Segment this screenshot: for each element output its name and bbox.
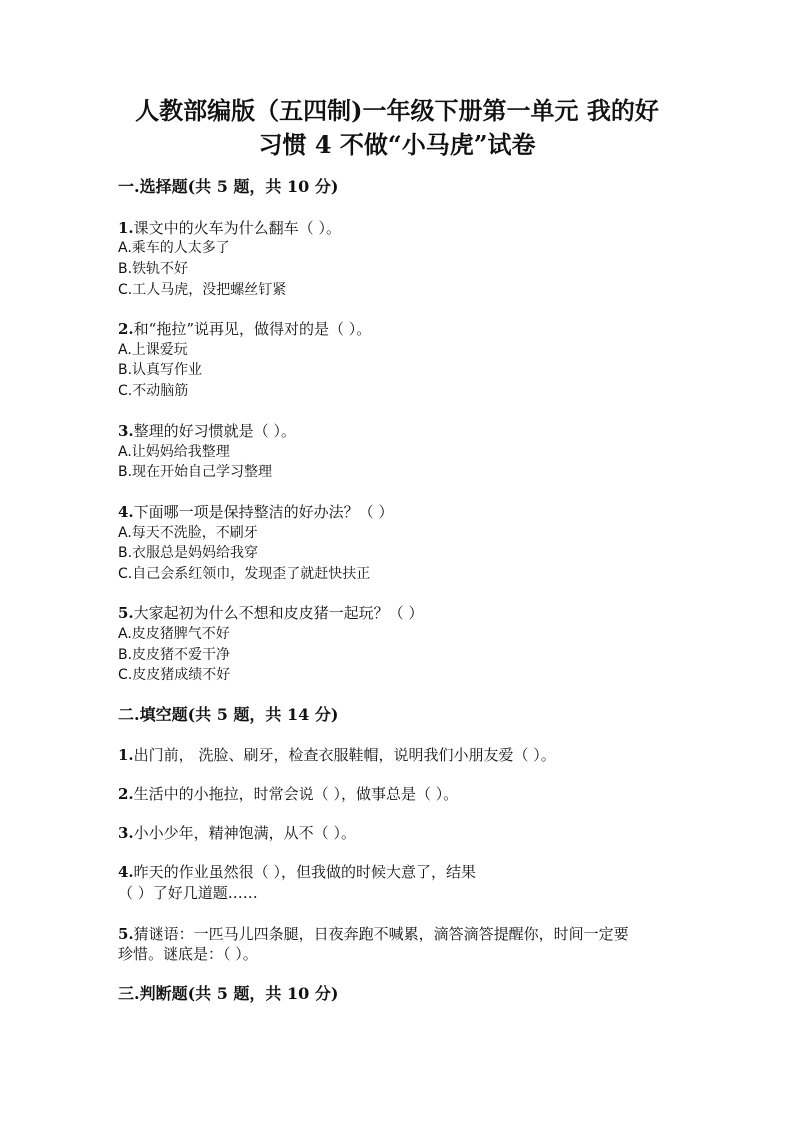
question-text: 生活中的小拖拉，时常会说（ ），做事总是（ ）。 [133, 785, 459, 803]
option-1-1-c: C.工人马虎，没把螺丝钉紧 [118, 282, 287, 298]
question-number: 3. [118, 422, 134, 440]
question-text: 下面哪一项是保持整洁的好办法？（ ） [133, 503, 394, 521]
option-1-5-a: A.皮皮猪脾气不好 [118, 626, 230, 642]
option-1-5-c: C.皮皮猪成绩不好 [118, 667, 231, 683]
option-1-5-b: B.皮皮猪不爱干净 [118, 647, 231, 663]
option-1-4-b: B.衣服总是妈妈给我穿 [118, 545, 259, 561]
question-number: 1. [118, 746, 134, 764]
question-number: 4. [118, 503, 134, 521]
question-1-2 [118, 319, 371, 339]
question-1-5 [118, 603, 423, 623]
question-number: 5. [118, 925, 134, 943]
question-number: 2. [118, 320, 134, 338]
question-text: 猜谜语：一匹马儿四条腿，日夜奔跑不喊累，滴答滴答提醒你，时间一定要 [133, 925, 629, 943]
question-2-4-line-2: （ ）了好几道题…… [118, 884, 258, 902]
question-2-1 [118, 745, 556, 765]
option-1-1-a: A.乘车的人太多了 [118, 240, 230, 256]
option-1-3-b: B.现在开始自己学习整理 [118, 464, 273, 480]
question-2-2 [118, 784, 458, 804]
question-2-3 [118, 823, 356, 843]
option-1-2-b: B.认真写作业 [118, 362, 203, 378]
question-text: 出门前， 洗脸、刷牙，检查衣服鞋帽，说明我们小朋友爱（ ）。 [133, 746, 556, 764]
document-title-line-2: 习惯 4 不做“小马虎”试卷 [258, 130, 536, 159]
section-heading-true-false: 三.判断题(共 5 题，共 10 分) [118, 984, 339, 1003]
question-text: 整理的好习惯就是（ ）。 [133, 422, 296, 440]
question-2-5 [118, 924, 629, 944]
section-heading-multiple-choice: 一.选择题(共 5 题，共 10 分) [118, 177, 339, 196]
option-1-4-a: A.每天不洗脸，不刷牙 [118, 525, 258, 541]
question-text: 和“拖拉”说再见，做得对的是（ ）。 [133, 320, 372, 338]
option-1-2-a: A.上课爱玩 [118, 342, 188, 358]
question-number: 4. [118, 863, 134, 881]
question-1-1 [118, 218, 341, 238]
question-text: 课文中的火车为什么翻车（ ）。 [133, 219, 341, 237]
question-2-5-line-2: 珍惜。谜底是：（ ）。 [118, 945, 258, 963]
option-1-2-c: C.不动脑筋 [118, 383, 189, 399]
question-number: 2. [118, 785, 134, 803]
question-text: 小小少年，精神饱满，从不（ ）。 [133, 824, 356, 842]
question-number: 1. [118, 219, 134, 237]
question-1-3 [118, 421, 296, 441]
question-number: 5. [118, 604, 134, 622]
question-text: 大家起初为什么不想和皮皮猪一起玩？（ ） [133, 604, 424, 622]
option-1-1-b: B.铁轨不好 [118, 261, 189, 277]
section-heading-fill-in: 二.填空题(共 5 题，共 14 分) [118, 705, 339, 724]
question-2-4 [118, 862, 476, 882]
option-1-3-a: A.让妈妈给我整理 [118, 444, 230, 460]
question-1-4 [118, 502, 393, 522]
option-1-4-c: C.自己会系红领巾，发现歪了就赶快扶正 [118, 566, 371, 582]
document-title-line-1: 人教部编版（五四制)一年级下册第一单元 我的好 [135, 96, 659, 125]
question-text: 昨天的作业虽然很（ ），但我做的时候大意了，结果 [133, 863, 476, 881]
question-number: 3. [118, 824, 134, 842]
